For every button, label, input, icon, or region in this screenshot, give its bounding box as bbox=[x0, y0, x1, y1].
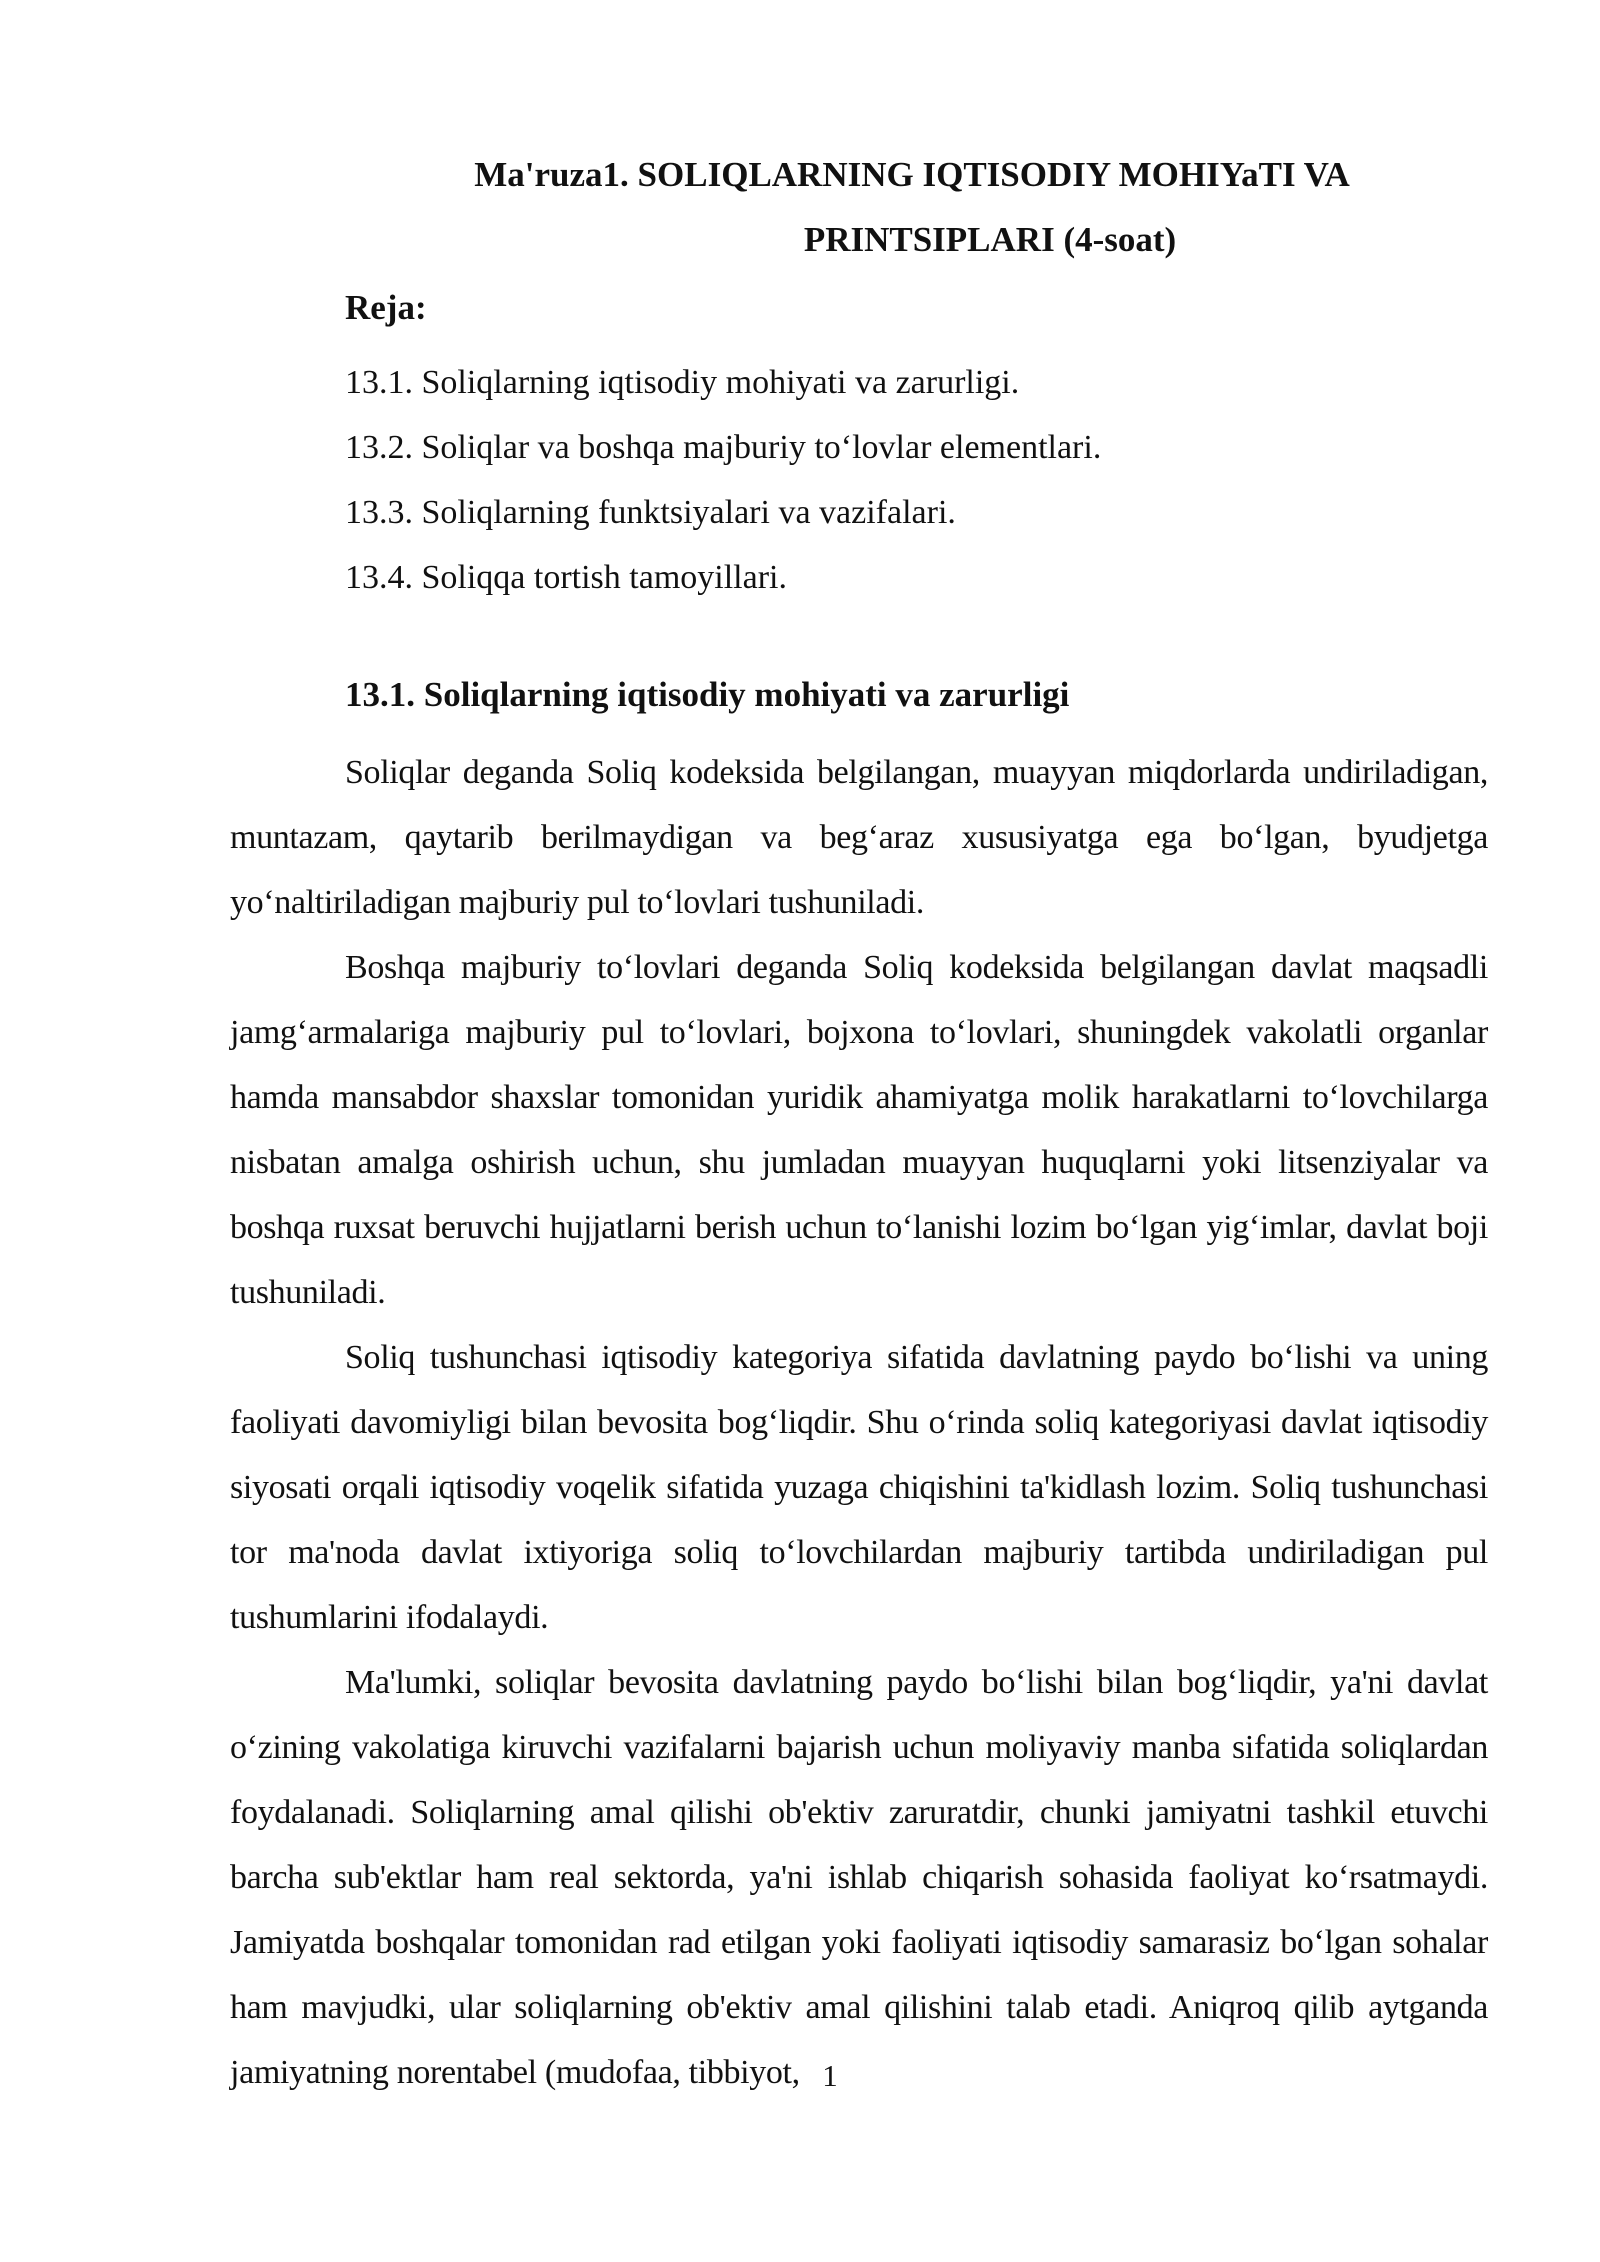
plan-list bbox=[345, 350, 1101, 610]
plan-item: 13.2. Soliqlar va boshqa majburiy to‘lovlar elementlari. bbox=[345, 429, 1102, 466]
lecture-title-line-2: PRINTSIPLARI (4-soat) bbox=[803, 220, 1177, 259]
paragraph: Soliqlar deganda Soliq kodeksida belgilangan, muayyan miqdorlarda undiriladigan, muntazam, qaytarib berilmaydigan va beg‘araz xususiyatga ega bo‘lgan, byudjetga yo‘naltiriladigan majburiy pul to‘lovlari tushuniladi. bbox=[230, 754, 1488, 921]
plan-item: 13.3. Soliqlarning funktsiyalari va vazifalari. bbox=[345, 494, 956, 531]
paragraph: Soliq tushunchasi iqtisodiy kategoriya sifatida davlatning paydo bo‘lishi va uning faoliyati davomiyligi bilan bevosita bog‘liqdir. Shu o‘rinda soliq kategoriyasi davlat iqtisodiy siyosati orqali iqtisodiy voqelik sifatida yuzaga chiqishini ta'kidlash lozim. Soliq tushunchasi tor ma'noda davlat ixtiyoriga soliq to‘lovchilardan majburiy tartibda undiriladigan pul tushumlarini ifodalaydi. bbox=[230, 1339, 1488, 1636]
paragraph: Boshqa majburiy to‘lovlari deganda Soliq kodeksida belgilangan davlat maqsadli jamg‘armalariga majburiy pul to‘lovlari, bojxona to‘lovlari, shuningdek vakolatli organlar hamda mansabdor shaxslar tomonidan yuridik ahamiyatga molik harakatlarni to‘lovchilarga nisbatan amalga oshirish uchun, shu jumladan muayyan huquqlarni yoki litsenziyalar va boshqa ruxsat beruvchi hujjatlarni berish uchun to‘lanishi lozim bo‘lgan yig‘imlar, davlat boji tushuniladi. bbox=[230, 949, 1488, 1311]
section-heading: 13.1. Soliqlarning iqtisodiy mohiyati va zarurligi bbox=[345, 675, 1070, 714]
plan-heading: Reja: bbox=[345, 288, 427, 327]
plan-item: 13.1. Soliqlarning iqtisodiy mohiyati va zarurligi. bbox=[345, 364, 1020, 401]
body-text bbox=[230, 740, 1488, 2105]
lecture-title-line-1: Ma'ruza1. SOLIQLARNING IQTISODIY MOHIYaTI VA bbox=[474, 155, 1350, 194]
paragraph: Ma'lumki, soliqlar bevosita davlatning paydo bo‘lishi bilan bog‘liqdir, ya'ni davlat o‘zining vakolatiga kiruvchi vazifalarni bajarish uchun moliyaviy manba sifatida soliqlardan foydalanadi. Soliqlarning amal qilishi ob'ektiv zaruratdir, chunki jamiyatni tashkil etuvchi barcha sub'ektlar ham real sektorda, ya'ni ishlab chiqarish sohasida faoliyat ko‘rsatmaydi. Jamiyatda boshqalar tomonidan rad etilgan yoki faoliyati iqtisodiy samarasiz bo‘lgan sohalar ham mavjudki, ular soliqlarning ob'ektiv amal qilishini talab etadi. Aniqroq qilib aytganda jamiyatning norentabel (mudofaa, tibbiyot, bbox=[230, 1664, 1488, 2091]
plan-item: 13.4. Soliqqa tortish tamoyillari. bbox=[345, 559, 787, 596]
page-number: 1 bbox=[822, 2058, 838, 2093]
